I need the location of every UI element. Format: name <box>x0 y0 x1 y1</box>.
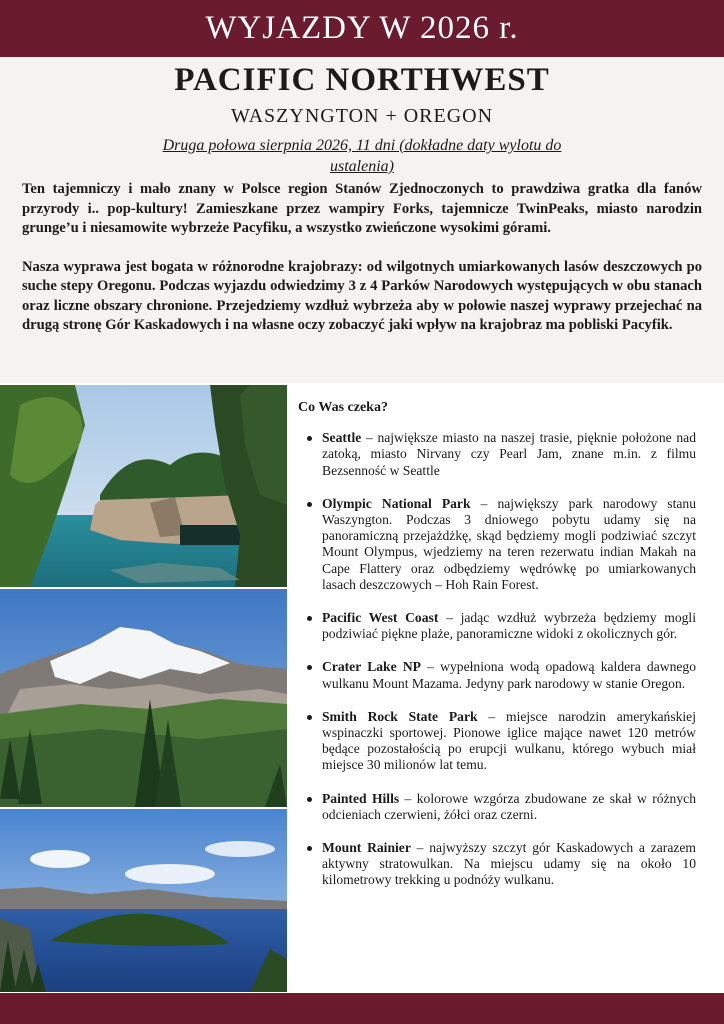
bullet-icon <box>307 715 312 720</box>
footer-bar <box>0 993 724 1024</box>
item-name: Crater Lake NP <box>322 659 421 675</box>
item-text: – największy park narodowy stanu Waszyngton. Podczas 3 dniowego pobytu udamy się na panoramiczną przejażdżkę, skąd będziemy mogli podziwiać szczyt Mount Olympus, wjedziemy na teren rezerwatu indian Makah na Cape Flattery oraz odbędziemy wędrówkę po umiarkowanych lasach deszczowych – Hoh Rain Forest. <box>322 495 696 592</box>
photo-mount-rainier <box>0 589 287 807</box>
header-bar <box>0 0 724 57</box>
header-title: WYJAZDY W 2026 r. <box>205 10 519 46</box>
intro-text <box>22 180 702 336</box>
trip-dates: Druga połowa sierpnia 2026, 11 dni (dokładne daty wylotu do ustalenia) <box>162 137 562 175</box>
list-item <box>298 610 696 642</box>
bullet-icon <box>307 846 312 851</box>
item-name: Seattle <box>322 430 362 446</box>
bullet-icon <box>307 616 312 621</box>
bullet-icon <box>307 797 312 802</box>
trip-title: PACIFIC NORTHWEST <box>174 62 550 98</box>
list-item <box>298 430 696 479</box>
item-text: – największe miasto na naszej trasie, pięknie położone nad zatoką, miasto Nirvany czy Pearl Jam, znane m.in. z filmu Bezsenność w Seattle <box>322 430 696 478</box>
item-name: Painted Hills <box>322 790 400 806</box>
item-name: Pacific West Coast <box>322 610 439 626</box>
intro-paragraph-1: Ten tajemniczy i mało znany w Polsce region Stanów Zjednoczonych to prawdziwa gratka dla fanów przyrody i.. pop-kultury! Zamieszkane przez wampiry Forks, tajemnicze TwinPeaks, miasto narodzin grunge’u i niesamowite wybrzeże Pacyfiku, a wszystko zwieńczone wysokimi górami. <box>22 181 702 236</box>
photo-cape-flattery <box>0 385 287 587</box>
highlights-list <box>298 430 696 888</box>
photo-crater-lake <box>0 809 287 992</box>
item-name: Mount Rainier <box>322 840 411 856</box>
item-text: – najwyższy szczyt gór Kaskadowych a zarazem aktywny stratowulkan. Na miejscu udamy się na około 10 kilometrowy trekking u podnóży wulkanu. <box>322 840 697 888</box>
item-text: – wypełniona wodą opadową kaldera dawnego wulkanu Mount Mazama. Jedyny park narodowy w stanie Oregon. <box>322 659 696 691</box>
item-name: Smith Rock State Park <box>322 708 478 724</box>
bullet-icon <box>307 665 312 670</box>
trip-subtitle: WASZYNGTON + OREGON <box>230 105 494 127</box>
item-text: – kolorowe wzgórza zbudowane ze skał w różnych odcieniach czerwieni, żółci oraz czerni. <box>322 790 696 822</box>
item-text: – jadąc wzdłuż wybrzeża będziemy mogli podziwiać piękne plaże, panoramiczne widoki z okolicznych gór. <box>322 610 696 642</box>
what-awaits-heading: Co Was czeka? <box>298 400 388 415</box>
intro-paragraph-2: Nasza wyprawa jest bogata w różnorodne krajobrazy: od wilgotnych umiarkowanych lasów deszczowych po suche stepy Oregonu. Podczas wyjazdu odwiedzimy 3 z 4 Parków Narodowych występujących w obu stanach oraz liczne obszary chronione. Przejedziemy wzdłuż wybrzeża aby w połowie naszej wyprawy przejechać na drugą stronę Gór Kaskadowych i na własne oczy zobaczyć jaki wpływ na krajobraz ma pobliski Pacyfik. <box>22 258 702 333</box>
list-item <box>298 840 696 889</box>
list-item <box>298 709 696 774</box>
list-item <box>298 496 696 593</box>
list-item <box>298 659 696 691</box>
list-item <box>298 791 696 823</box>
item-text: – miejsce narodzin amerykańskiej wspinaczki sportowej. Pionowe iglice mające nawet 120 metrów będące pozostałością po erupcji wulkanu, którego wybuch miał miejsce 30 milionów lat temu. <box>322 708 696 773</box>
what-awaits-section <box>298 400 696 906</box>
bullet-icon <box>307 436 312 441</box>
bullet-icon <box>307 502 312 507</box>
item-name: Olympic National Park <box>322 495 471 511</box>
